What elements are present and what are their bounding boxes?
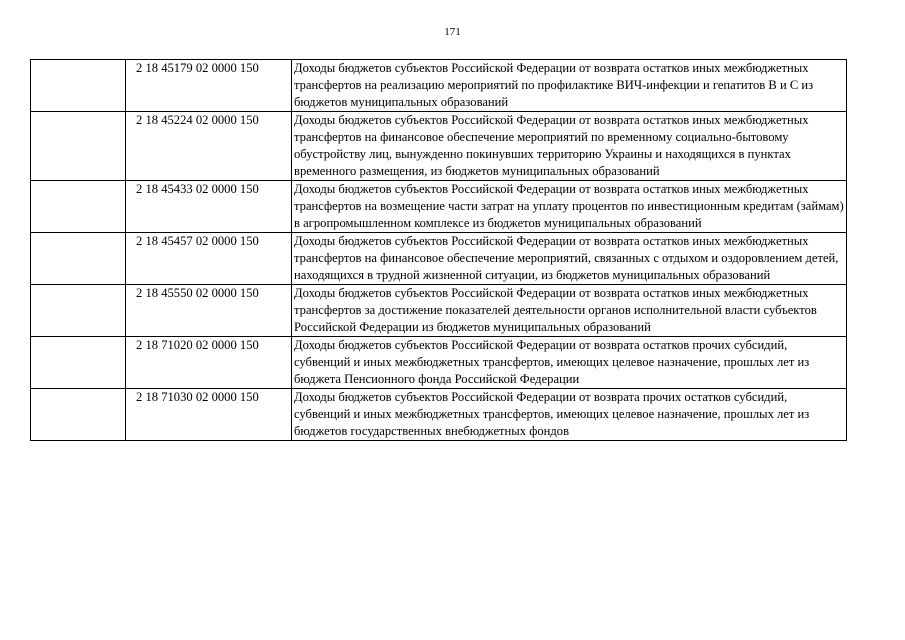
admin-code-cell xyxy=(31,337,126,389)
table-body xyxy=(31,60,847,441)
budget-code-cell: 2 18 45550 02 0000 150 xyxy=(126,285,292,337)
page-number: 171 xyxy=(444,26,461,38)
table-row xyxy=(31,285,847,337)
budget-code-cell: 2 18 45224 02 0000 150 xyxy=(126,112,292,181)
table-row xyxy=(31,233,847,285)
admin-code-cell xyxy=(31,285,126,337)
table-row xyxy=(31,112,847,181)
budget-code-cell: 2 18 45179 02 0000 150 xyxy=(126,60,292,112)
admin-code-cell xyxy=(31,112,126,181)
budget-code-cell: 2 18 71030 02 0000 150 xyxy=(126,389,292,441)
table-row xyxy=(31,337,847,389)
revenue-name-cell: Доходы бюджетов субъектов Российской Федерации от возврата остатков прочих субсидий, субвенций и иных межбюджетных трансфертов, имеющих целевое назначение, прошлых лет из бюджета Пенсионного фонда Российской Федерации xyxy=(292,337,847,389)
table-row xyxy=(31,389,847,441)
revenue-name-cell: Доходы бюджетов субъектов Российской Федерации от возврата остатков иных межбюджетных трансфертов на финансовое обеспечение мероприятий по временному социально-бытовому обустройству лиц, вынужденно покинувших территорию Украины и находящихся в пунктах временного размещения, из бюджетов муниципальных образований xyxy=(292,112,847,181)
admin-code-cell xyxy=(31,233,126,285)
revenue-name-cell: Доходы бюджетов субъектов Российской Федерации от возврата остатков иных межбюджетных трансфертов на реализацию мероприятий по профилактике ВИЧ-инфекции и гепатитов В и С из бюджетов муниципальных образований xyxy=(292,60,847,112)
revenue-name-cell: Доходы бюджетов субъектов Российской Федерации от возврата остатков иных межбюджетных трансфертов на финансовое обеспечение мероприятий, связанных с отдыхом и оздоровлением детей, находящихся в трудной жизненной ситуации, из бюджетов муниципальных образований xyxy=(292,233,847,285)
admin-code-cell xyxy=(31,389,126,441)
revenue-name-cell: Доходы бюджетов субъектов Российской Федерации от возврата прочих остатков субсидий, субвенций и иных межбюджетных трансфертов, имеющих целевое назначение, прошлых лет из бюджетов государственных внебюджетных фондов xyxy=(292,389,847,441)
admin-code-cell xyxy=(31,60,126,112)
revenue-name-cell: Доходы бюджетов субъектов Российской Федерации от возврата остатков иных межбюджетных трансфертов на возмещение части затрат на уплату процентов по инвестиционным кредитам (займам) в агропромышленном комплексе из бюджетов муниципальных образований xyxy=(292,181,847,233)
revenue-codes-table xyxy=(30,59,847,441)
revenue-name-cell: Доходы бюджетов субъектов Российской Федерации от возврата остатков иных межбюджетных трансфертов за достижение показателей деятельности органов исполнительной власти субъектов Российской Федерации из бюджетов муниципальных образований xyxy=(292,285,847,337)
admin-code-cell xyxy=(31,181,126,233)
budget-code-cell: 2 18 45457 02 0000 150 xyxy=(126,233,292,285)
table-row xyxy=(31,181,847,233)
budget-code-cell: 2 18 71020 02 0000 150 xyxy=(126,337,292,389)
table-row xyxy=(31,60,847,112)
budget-code-cell: 2 18 45433 02 0000 150 xyxy=(126,181,292,233)
